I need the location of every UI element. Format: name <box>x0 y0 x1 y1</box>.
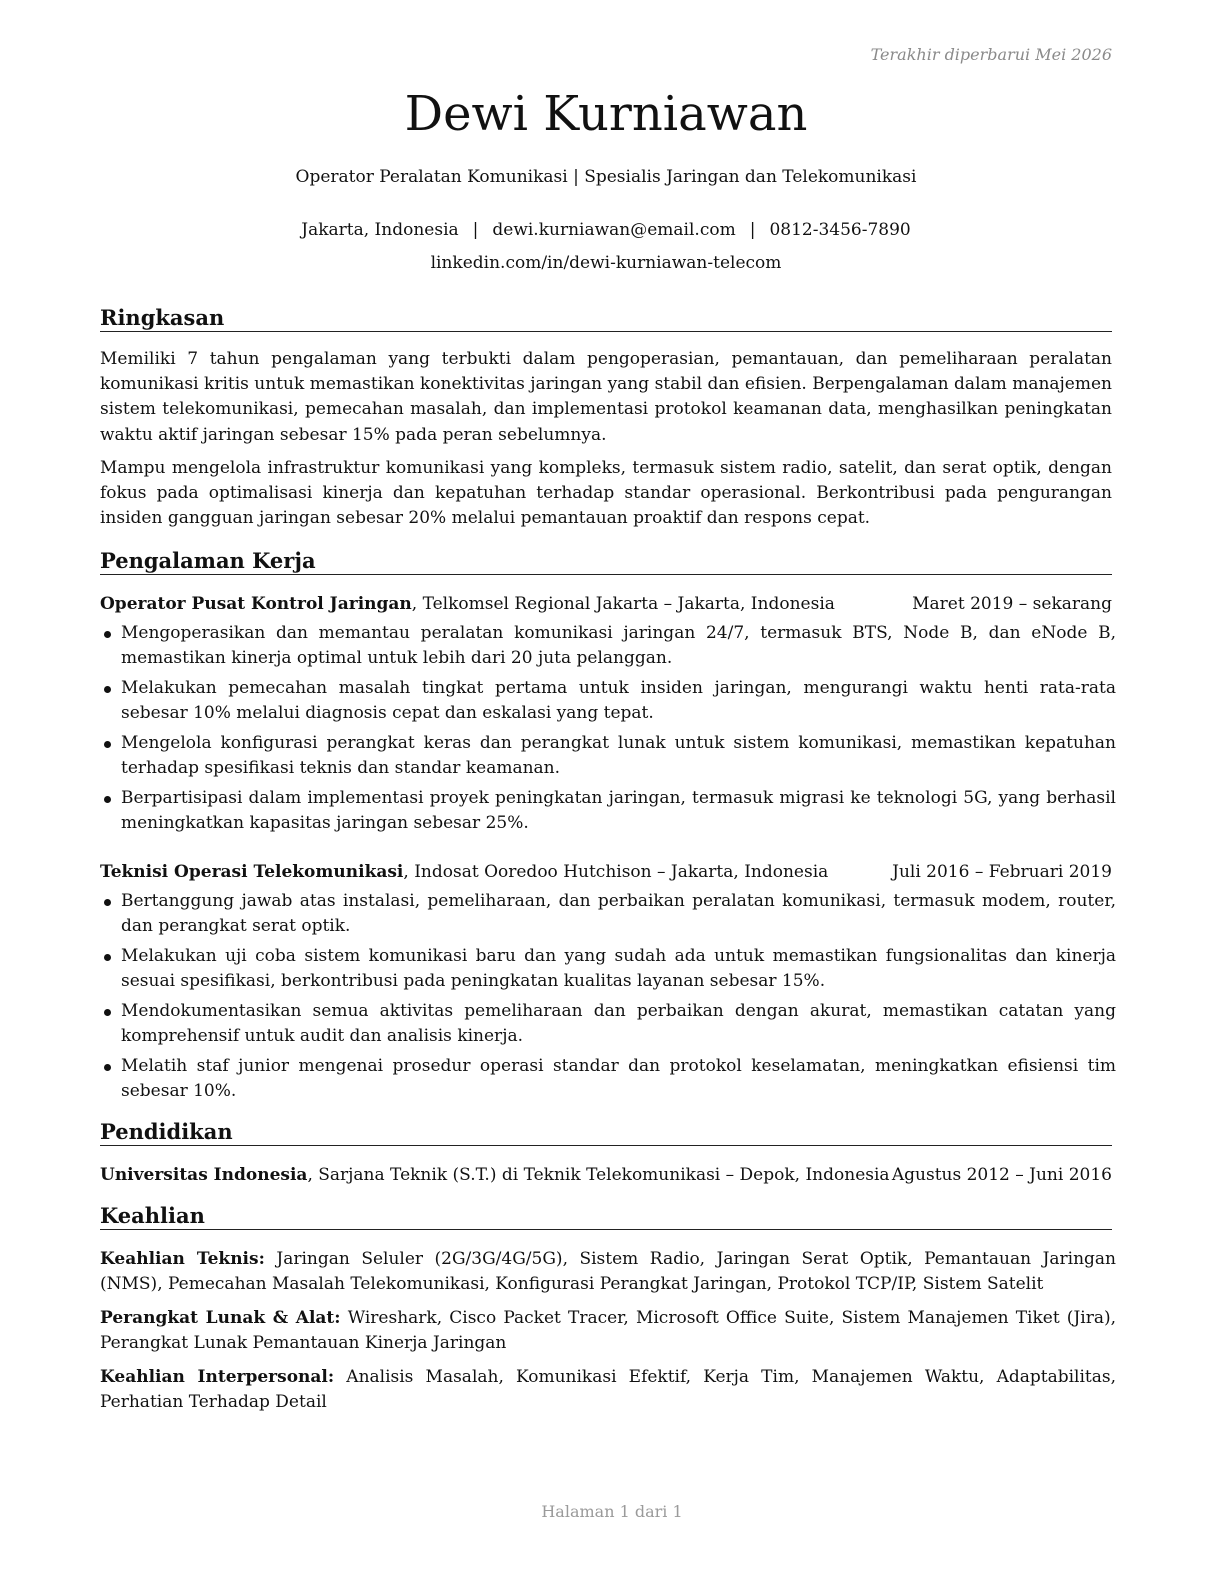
skill-text: Jaringan Seluler (2G/3G/4G/5G), Sistem Radio, Jaringan Serat Optik, Pemantauan Jaringan (NMS), Pemecahan Masalah Telekomunikasi, Konfigurasi Perangkat Jaringan, Protokol TCP/IP, Sistem Satelit <box>100 1249 1116 1294</box>
section-title-skills: Keahlian <box>100 1203 1112 1230</box>
list-item: Berpartisipasi dalam implementasi proyek peningkatan jaringan, termasuk migrasi ke teknologi 5G, yang berhasil meningkatkan kapasitas jaringan sebesar 25%. <box>100 786 1116 836</box>
skill-label: Perangkat Lunak & Alat: <box>100 1308 341 1328</box>
job-dates: Juli 2016 – Februari 2019 <box>892 862 1112 882</box>
list-item: Melatih staf junior mengenai prosedur operasi standar dan protokol keselamatan, meningkatkan efisiensi tim sebesar 10%. <box>100 1054 1116 1104</box>
last-updated-note: Terakhir diperbarui Mei 2026 <box>870 45 1112 64</box>
job-org: , Indosat Ooredoo Hutchison – Jakarta, Indonesia <box>403 862 829 882</box>
degree: , Sarjana Teknik (S.T.) di Teknik Telekomunikasi – Depok, Indonesia <box>307 1165 890 1185</box>
email: dewi.kurniawan@email.com <box>492 220 736 240</box>
phone: 0812-3456-7890 <box>769 220 911 240</box>
skill-label: Keahlian Teknis: <box>100 1249 265 1269</box>
education-entry <box>100 1163 1112 1187</box>
skill-group <box>100 1306 1116 1356</box>
skill-text: Analisis Masalah, Komunikasi Efektif, Kerja Tim, Manajemen Waktu, Adaptabilitas, Perhatian Terhadap Detail <box>100 1367 1116 1412</box>
skill-text: Wireshark, Cisco Packet Tracer, Microsoft Office Suite, Sistem Manajemen Tiket (Jira), Perangkat Lunak Pemantauan Kinerja Jaringan <box>100 1308 1116 1353</box>
school-name: Universitas Indonesia <box>100 1165 308 1185</box>
contact-separator: | <box>749 220 756 240</box>
skill-group <box>100 1365 1116 1415</box>
summary-paragraph: Memiliki 7 tahun pengalaman yang terbukti dalam pengoperasian, pemantauan, dan pemeliharaan peralatan komunikasi kritis untuk memastikan konektivitas jaringan yang stabil dan efisien. Berpengalaman dalam manajemen sistem telekomunikasi, pemecahan masalah, dan implementasi protokol keamanan data, menghasilkan peningkatan waktu aktif jaringan sebesar 15% pada peran sebelumnya. <box>100 349 1112 445</box>
contact-line <box>100 220 1112 240</box>
list-item: Mendokumentasikan semua aktivitas pemeliharaan dan perbaikan dengan akurat, memastikan catatan yang komprehensif untuk audit dan analisis kinerja. <box>100 999 1116 1049</box>
list-item: Melakukan pemecahan masalah tingkat pertama untuk insiden jaringan, mengurangi waktu henti rata-rata sebesar 10% melalui diagnosis cepat dan eskalasi yang tepat. <box>100 676 1116 726</box>
list-item: Bertanggung jawab atas instalasi, pemeliharaan, dan perbaikan peralatan komunikasi, termasuk modem, router, dan perangkat serat optik. <box>100 889 1116 939</box>
section-title-summary: Ringkasan <box>100 305 1112 332</box>
job-header <box>100 860 1112 884</box>
contact-separator: | <box>472 220 479 240</box>
skill-group <box>100 1247 1116 1297</box>
linkedin-url: linkedin.com/in/dewi-kurniawan-telecom <box>430 253 782 273</box>
list-item: Mengoperasikan dan memantau peralatan komunikasi jaringan 24/7, termasuk BTS, Node B, dan eNode B, memastikan kinerja optimal untuk lebih dari 20 juta pelanggan. <box>100 621 1116 671</box>
job-bullets <box>100 621 1116 841</box>
job-role: Teknisi Operasi Telekomunikasi <box>100 862 404 882</box>
resume-page <box>100 0 1116 1584</box>
location: Jakarta, Indonesia <box>301 220 459 240</box>
job-org: , Telkomsel Regional Jakarta – Jakarta, Indonesia <box>411 594 835 614</box>
section-title-experience: Pengalaman Kerja <box>100 548 1112 575</box>
section-title-education: Pendidikan <box>100 1119 1112 1146</box>
job-bullets <box>100 889 1116 1109</box>
skill-label: Keahlian Interpersonal: <box>100 1367 335 1387</box>
tagline: Operator Peralatan Komunikasi | Spesialis Jaringan dan Telekomunikasi <box>295 167 917 187</box>
page-number: Halaman 1 dari 1 <box>541 1502 683 1521</box>
list-item: Melakukan uji coba sistem komunikasi baru dan yang sudah ada untuk memastikan fungsionalitas dan kinerja sesuai spesifikasi, berkontribusi pada peningkatan kualitas layanan sebesar 15%. <box>100 944 1116 994</box>
list-item: Mengelola konfigurasi perangkat keras dan perangkat lunak untuk sistem komunikasi, memastikan kepatuhan terhadap spesifikasi teknis dan standar keamanan. <box>100 731 1116 781</box>
summary-paragraph: Mampu mengelola infrastruktur komunikasi yang kompleks, termasuk sistem radio, satelit, dan serat optik, dengan fokus pada optimalisasi kinerja dan kepatuhan terhadap standar operasional. Berkontribusi pada pengurangan insiden gangguan jaringan sebesar 20% melalui pemantauan proaktif dan respons cepat. <box>100 458 1112 529</box>
candidate-name: Dewi Kurniawan <box>404 86 808 142</box>
job-dates: Maret 2019 – sekarang <box>912 594 1112 614</box>
job-role: Operator Pusat Kontrol Jaringan <box>100 594 412 614</box>
job-header <box>100 592 1112 616</box>
education-dates: Agustus 2012 – Juni 2016 <box>891 1165 1112 1185</box>
